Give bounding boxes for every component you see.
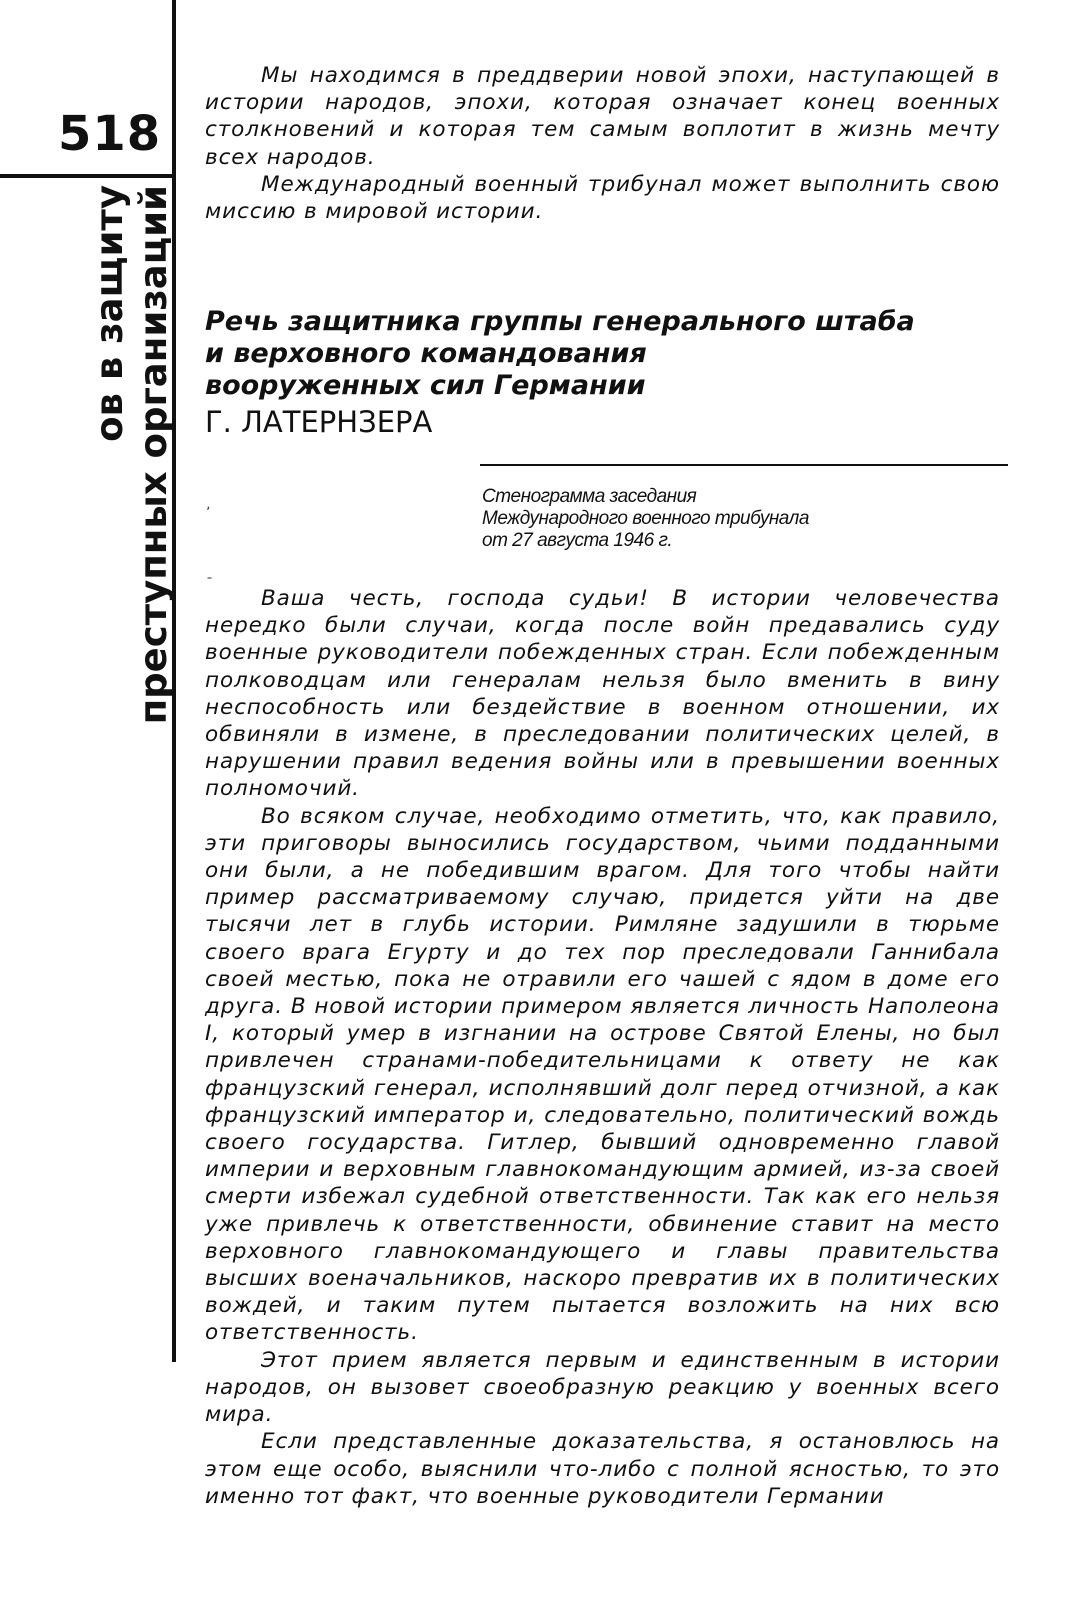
byline-line-2: Международного военного трибунала [482, 508, 809, 529]
byline-line-1: Стенограмма заседания [482, 486, 697, 507]
body-paragraph: Если представленные доказательства, я остановлюсь на этом еще особо, выяснили что-либо с полной ясностью, то это именно тот факт, что военные руководители Германии [205, 1429, 1000, 1509]
scan-speck: ˉ [206, 576, 213, 592]
body-paragraph: Ваша честь, господа судьи! В истории человечества нередко были случаи, когда после войн предавались суду военные руководители побежденных стран. Если побежденным полководцам или генералам нельзя было вменить в вину неспособность или бездействие в военном отношении, их обвиняли в измене, в преследовании политических целей, в нарушении правил ведения войны или в превышении военных полномочий. [205, 586, 1000, 802]
heading-author: Г. ЛАТЕРНЗЕРА [205, 405, 433, 439]
running-head-line-1: ов в защиту [88, 185, 131, 442]
body-text [205, 585, 1000, 1510]
heading-line-3: вооруженных сил Германии [205, 370, 646, 401]
byline-rule [480, 464, 1008, 466]
heading-line-1: Речь защитника группы генерального штаба [205, 306, 915, 337]
running-head-line-2: преступных организаций [132, 185, 175, 725]
intro-text [205, 62, 1000, 225]
page-number-rule [0, 174, 174, 178]
body-paragraph: Этот прием является первым и единственным в истории народов, он вызовет своеобразную реакцию у военных всего мира. [205, 1347, 1000, 1428]
body-paragraph: Во всяком случае, необходимо отметить, что, как правило, эти приговоры выносились государством, чьими подданными они были, а не победившим врагом. Для того чтобы найти пример рассматриваемому случаю, придется уйти на две тысячи лет в глубь истории. Римляне задушили в тюрьме своего врага Егурту и до тех пор преследовали Ганнибала своей местью, пока не отравили его чашей с ядом в доме его друга. В новой истории примером является личность Наполеона I, который умер в изгнании на острове Святой Елены, но был привлечен странами-победительницами к ответу не как французский генерал, исполнявший долг перед отчизной, а как французский император и, следовательно, политический вождь своего государства. Гитлер, бывший одновременно главой империи и верховным главнокомандующим армией, из-за своей смерти избежал судебной ответственности. Так как его нельзя уже привлечь к ответственности, обвинение ставит на место верховного главнокомандующего и главы правительства высших военачальников, наскоро превратив их в политических вождей, и таким путем пытается возложить на них всю ответственность. [205, 803, 1000, 1346]
page-number: 518 [58, 106, 162, 162]
scan-speck: ʼ [206, 505, 211, 521]
running-head [88, 185, 178, 765]
intro-paragraph: Мы находимся в преддверии новой эпохи, наступающей в истории народов, эпохи, которая означает конец военных столкновений и которая тем самым воплотит в жизнь мечту всех народов. [205, 63, 1000, 170]
byline-line-3: от 27 августа 1946 г. [482, 530, 673, 551]
intro-paragraph: Международный военный трибунал может выполнить свою миссию в мировой истории. [205, 171, 1000, 225]
speech-heading [205, 306, 1025, 440]
heading-line-2: и верховного командования [205, 338, 647, 369]
source-byline [482, 486, 962, 552]
